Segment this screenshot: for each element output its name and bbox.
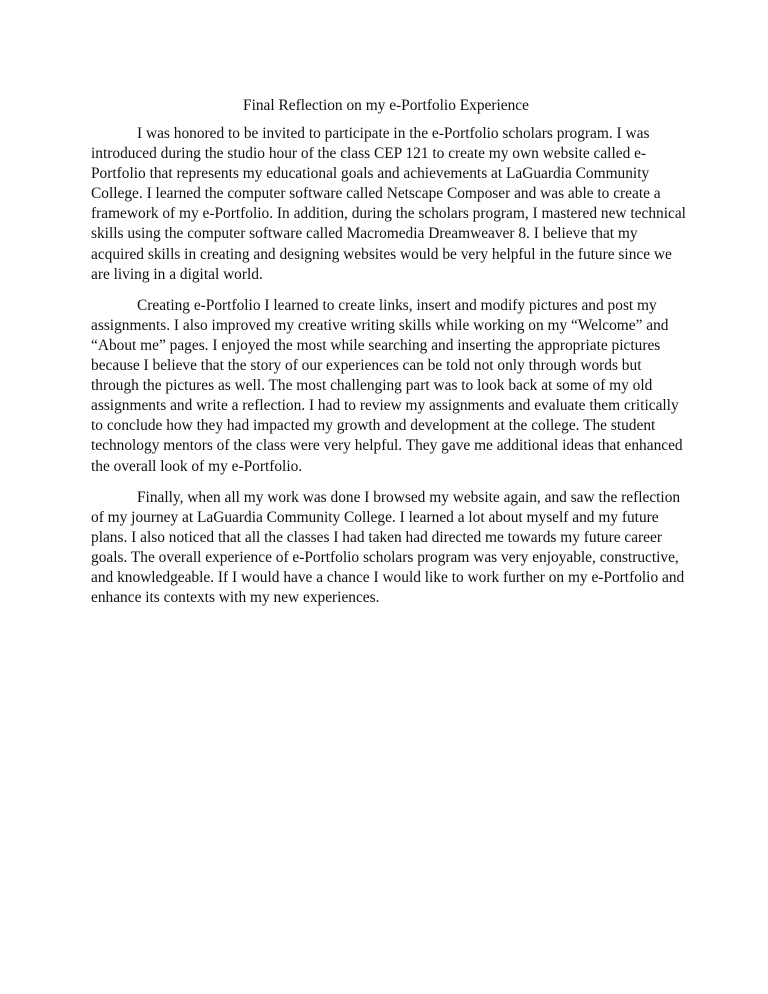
paragraph-2	[91, 296, 681, 477]
paragraph-line: acquired skills in creating and designing websites would be very helpful in the future since we	[91, 245, 672, 263]
document-page	[91, 96, 686, 619]
paragraph-line: Finally, when all my work was done I browsed my website again, and saw the reflection	[137, 488, 681, 506]
paragraph-line: plans. I also noticed that all the classes I had taken had directed me towards my future career	[91, 528, 662, 546]
paragraph-line: Portfolio that represents my educational goals and achievements at LaGuardia Community	[91, 165, 650, 183]
paragraph-line: College. I learned the computer software called Netscape Composer and was able to create a	[91, 185, 661, 203]
paragraph-3	[91, 488, 685, 609]
paragraph-line: “About me” pages. I enjoyed the most while searching and inserting the appropriate pictures	[91, 336, 661, 354]
paragraph-line: through the pictures as well. The most challenging part was to look back at some of my old	[91, 377, 653, 395]
paragraph-line: to conclude how they had impacted my growth and development at the college. The student	[91, 417, 656, 435]
paragraph-line: because I believe that the story of our experiences can be told not only through words but	[91, 357, 642, 375]
paragraph-line: I was honored to be invited to participate in the e-Portfolio scholars program. I was	[137, 125, 650, 142]
paragraph-line: goals. The overall experience of e-Portfolio scholars program was very enjoyable, constructive,	[91, 548, 679, 566]
document-title: Final Reflection on my e-Portfolio Experience	[243, 97, 529, 114]
paragraph-line: technology mentors of the class were very helpful. They gave me additional ideas that enhanced	[91, 437, 683, 455]
paragraph-line: assignments and write a reflection. I had to review my assignments and evaluate them critically	[91, 397, 679, 415]
paragraph-line: enhance its contexts with my new experiences.	[91, 589, 380, 607]
paragraph-line: of my journey at LaGuardia Community College. I learned a lot about myself and my future	[91, 508, 659, 526]
paragraph-line: and knowledgeable. If I would have a chance I would like to work further on my e-Portfolio and	[91, 568, 685, 586]
paragraph-line: framework of my e-Portfolio. In addition, during the scholars program, I mastered new technical	[91, 205, 686, 223]
paragraph-line: introduced during the studio hour of the class CEP 121 to create my own website called e-	[91, 145, 647, 163]
paragraph-line: assignments. I also improved my creative writing skills while working on my “Welcome” and	[91, 316, 669, 334]
paragraph-line: Creating e-Portfolio I learned to create links, insert and modify pictures and post my	[137, 296, 657, 314]
paragraph-line: the overall look of my e-Portfolio.	[91, 457, 303, 475]
paragraph-line: are living in a digital world.	[91, 265, 263, 283]
paragraph-1	[91, 124, 686, 285]
paragraph-line: skills using the computer software called Macromedia Dreamweaver 8. I believe that my	[91, 225, 638, 243]
